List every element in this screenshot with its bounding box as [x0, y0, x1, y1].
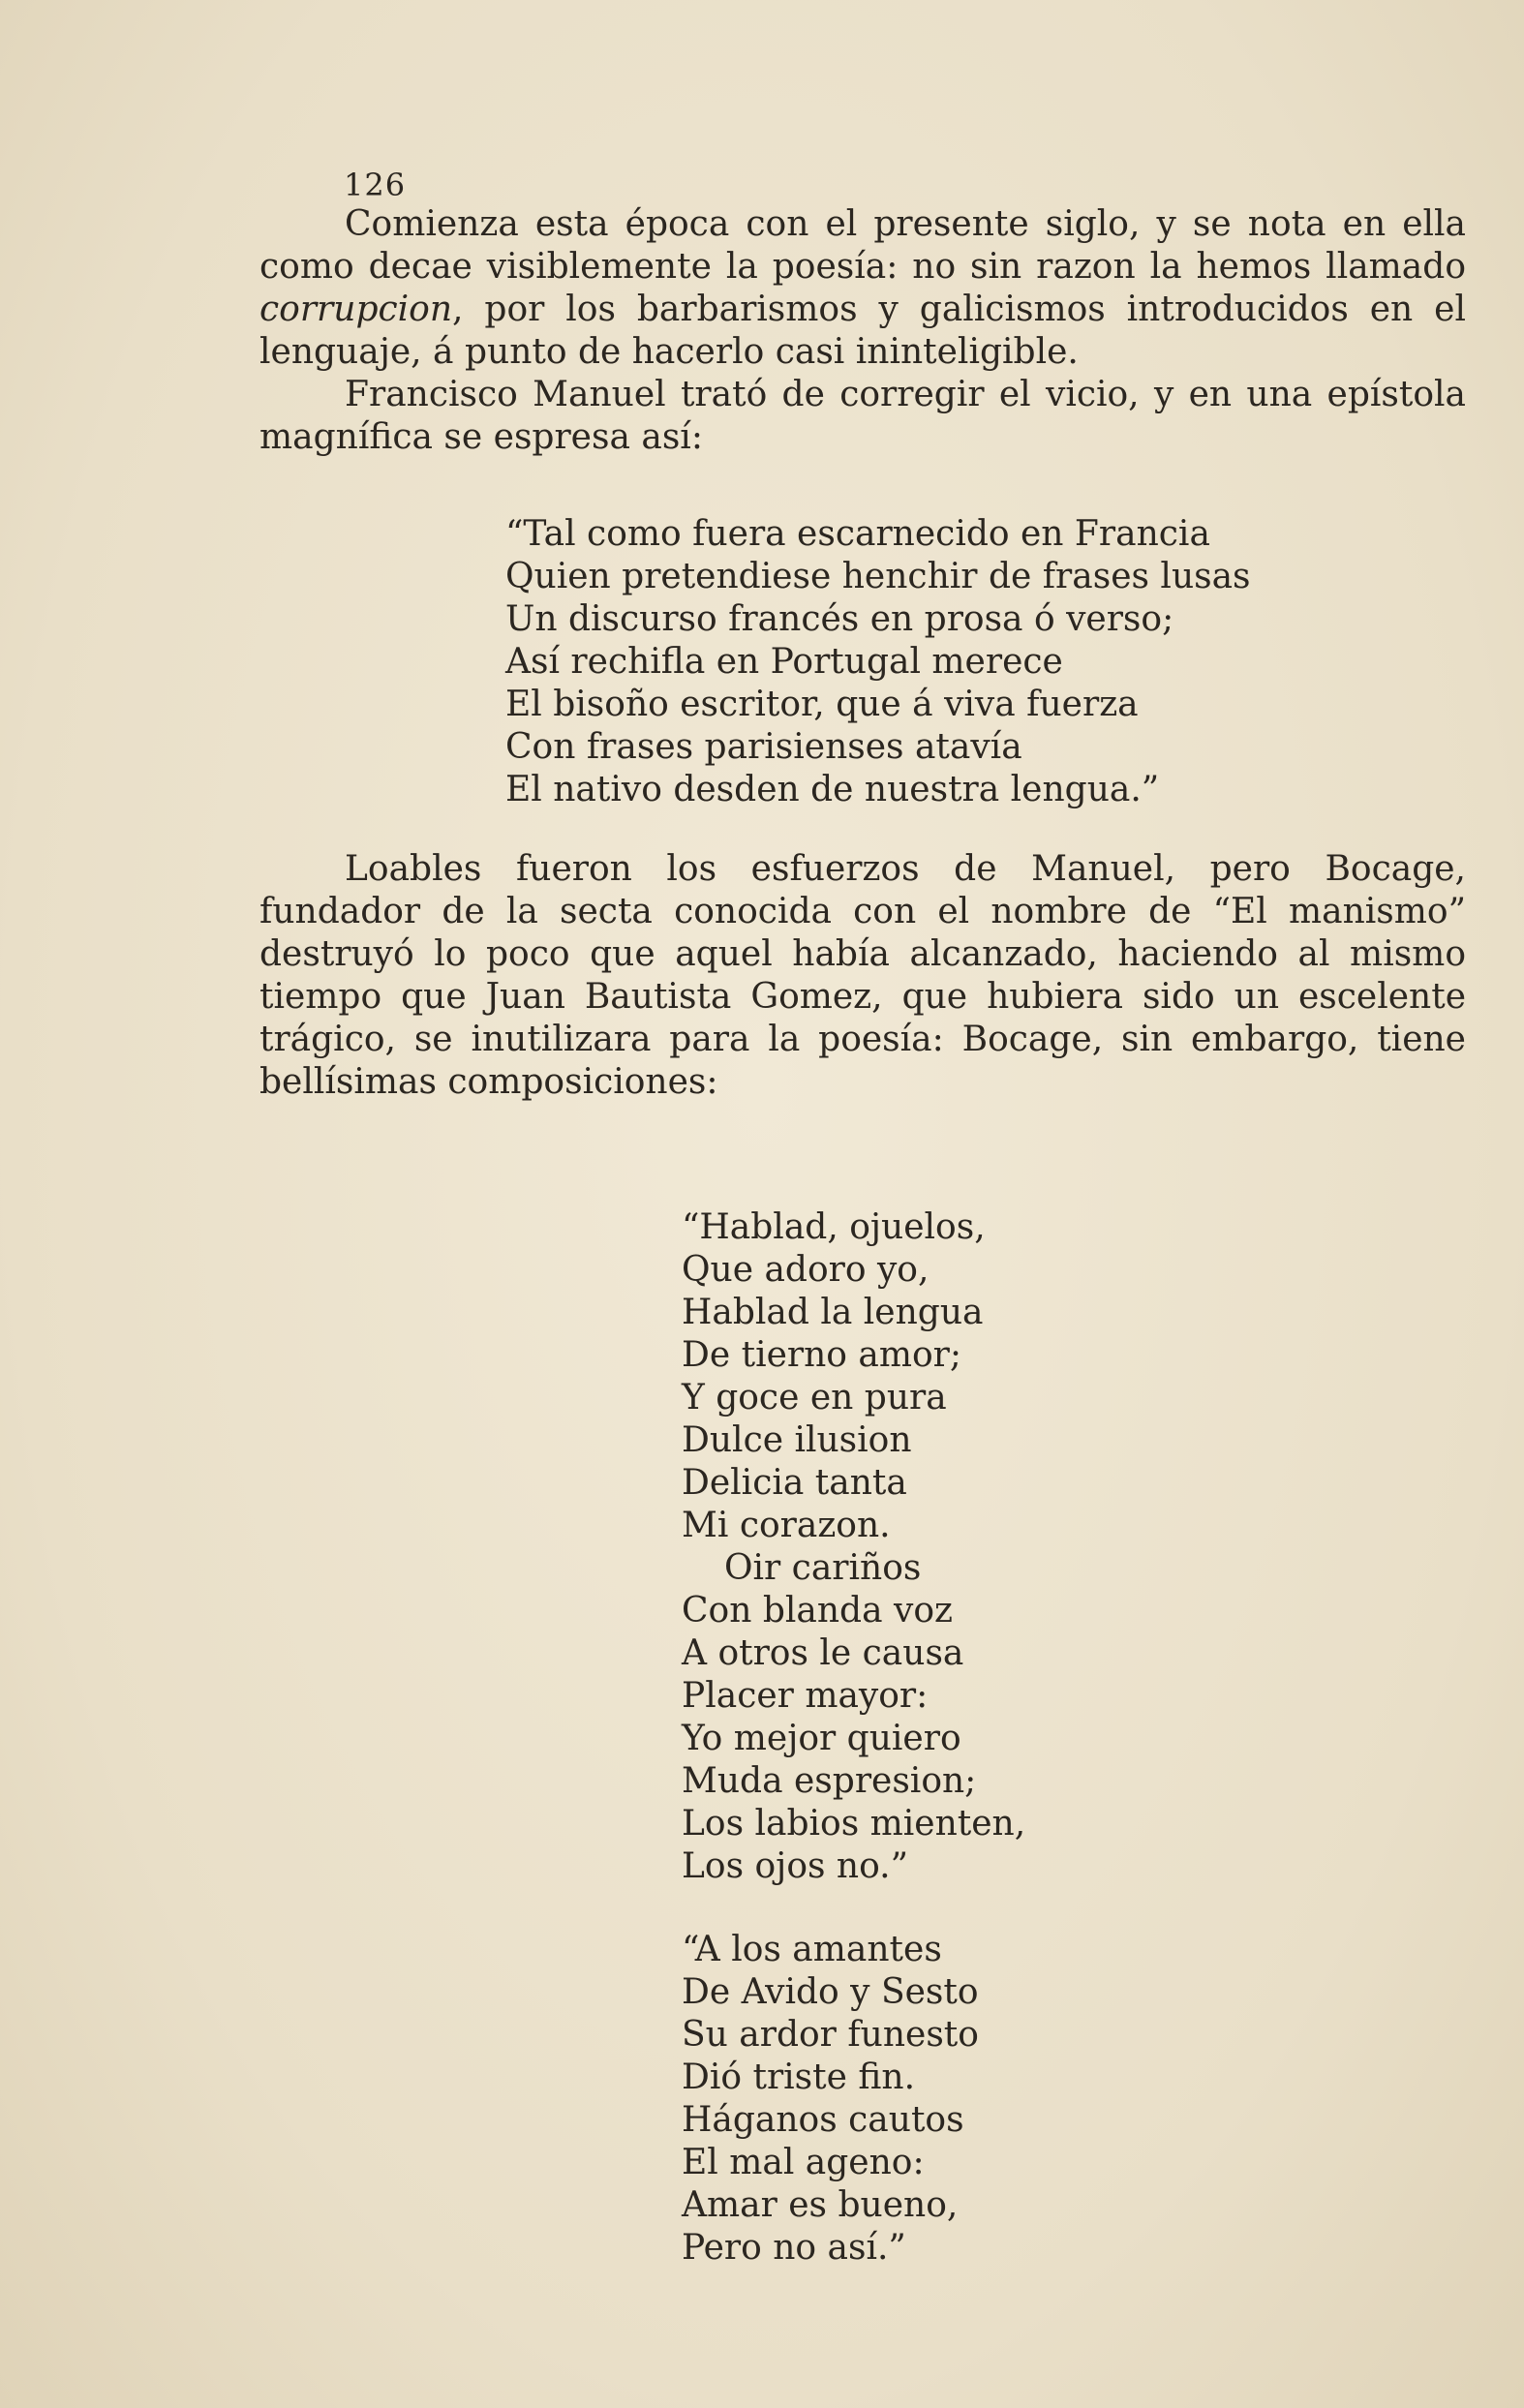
- verse-line: Dulce ilusion: [682, 1420, 912, 1460]
- verse-line: Así rechifla en Portugal merece: [505, 642, 1063, 682]
- verse-line: El nativo desden de nuestra lengua.”: [505, 770, 1160, 809]
- verse-line: Placer mayor:: [682, 1676, 929, 1716]
- verse-line: Los ojos no.”: [682, 1846, 908, 1886]
- page-number: 126: [344, 167, 407, 203]
- paragraph-2: Francisco Manuel trató de corregir el vicio, y en una epístola magnífica se espresa así:: [259, 375, 1466, 457]
- verse-line: Su ardor funesto: [682, 2015, 979, 2055]
- verse-line: Delicia tanta: [682, 1463, 907, 1503]
- verse-line: El mal ageno:: [682, 2143, 925, 2182]
- verse-line: De tierno amor;: [682, 1335, 962, 1375]
- verse-line: Quien pretendiese henchir de frases lusas: [505, 557, 1251, 596]
- verse-line: Pero no así.”: [682, 2228, 906, 2268]
- verse-line: “Hablad, ojuelos,: [682, 1207, 986, 1247]
- verse-line: Hablad la lengua: [682, 1293, 984, 1332]
- verse-line: Muda espresion;: [682, 1761, 977, 1801]
- verse-line: De Avido y Sesto: [682, 1972, 979, 2012]
- verse-line: Dió triste fin.: [682, 2057, 916, 2097]
- paragraph-1-text-b: , por los barbarismos y galicismos introducidos en el lenguaje, á punto de hacerlo casi ininteligible.: [259, 290, 1466, 372]
- verse-poem-1: [682, 1206, 1025, 1888]
- prose-block-middle: [259, 848, 1466, 1104]
- paragraph-3: Loables fueron los esfuerzos de Manuel, pero Bocage, fundador de la secta conocida con el nombre de “El manismo” destruyó lo poco que aquel había alcanzado, haciendo al mismo tiempo que Juan Bautista Gomez, que hubiera sido un escelente trágico, se inutilizara para la poesía: Bocage, sin embargo, tiene bellísimas composiciones:: [259, 849, 1466, 1102]
- verse-line: “A los amantes: [682, 1930, 942, 1969]
- paragraph-1-text-a: Comienza esta época con el presente siglo, y se nota en ella como decae visiblemente la poesía: no sin razon la hemos llamado: [259, 204, 1466, 287]
- verse-line: El bisoño escritor, que á viva fuerza: [505, 685, 1139, 724]
- prose-block-top: [259, 203, 1466, 459]
- verse-line: Mi corazon.: [682, 1506, 891, 1545]
- verse-line: Con frases parisienses atavía: [505, 727, 1022, 767]
- verse-line: Con blanda voz: [682, 1591, 953, 1631]
- verse-line: Háganos cautos: [682, 2100, 964, 2140]
- verse-poem-2: [682, 1929, 979, 2270]
- verse-line: A otros le causa: [682, 1633, 964, 1673]
- verse-line: Amar es bueno,: [682, 2185, 959, 2225]
- verse-line: Yo mejor quiero: [682, 1719, 961, 1758]
- verse-line: Los labios mienten,: [682, 1804, 1026, 1844]
- verse-line: “Tal como fuera escarnecido en Francia: [505, 514, 1210, 554]
- verse-line: Que adoro yo,: [682, 1250, 930, 1290]
- verse-quote-1: [505, 513, 1251, 811]
- verse-line: Y goce en pura: [682, 1378, 947, 1417]
- verse-line: Oir cariños: [724, 1548, 922, 1588]
- paragraph-1: [259, 203, 1466, 374]
- verse-line: Un discurso francés en prosa ó verso;: [505, 599, 1174, 639]
- paragraph-1-italic: corrupcion: [259, 290, 453, 329]
